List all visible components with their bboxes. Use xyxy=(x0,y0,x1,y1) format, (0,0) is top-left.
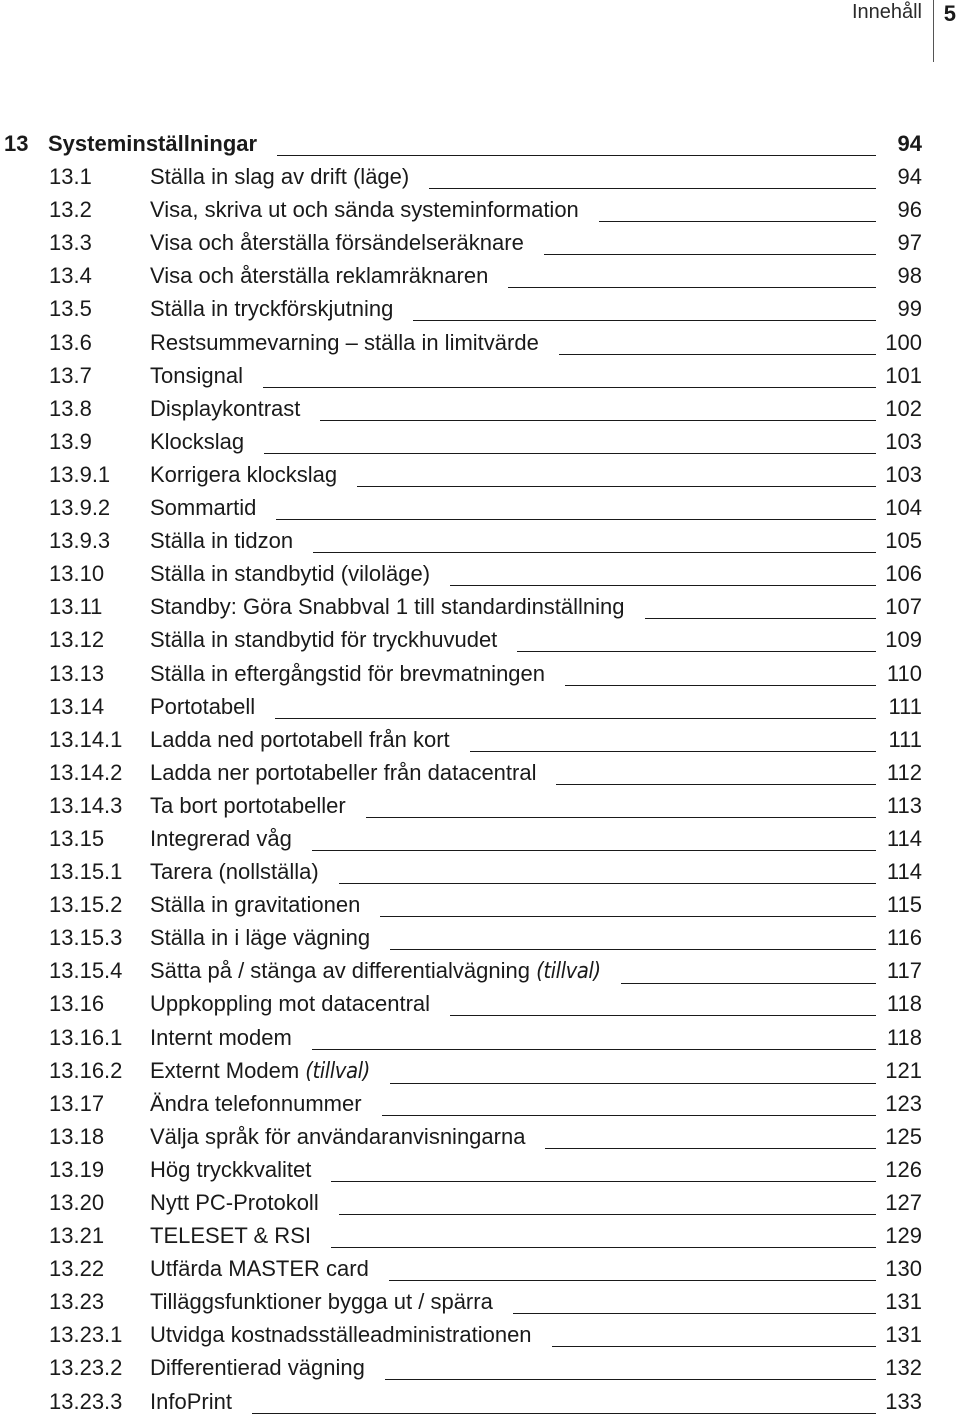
toc-entry-title-wrap xyxy=(150,292,922,325)
toc-entry[interactable] xyxy=(0,1087,960,1120)
toc-entry[interactable] xyxy=(0,657,960,690)
toc-entry-title-wrap xyxy=(150,921,922,954)
toc-entry-title xyxy=(150,1087,362,1120)
toc-entry[interactable] xyxy=(0,855,960,888)
toc-leader-line xyxy=(252,1413,876,1414)
toc-leader-line xyxy=(312,850,876,851)
toc-leader-line xyxy=(513,1313,876,1314)
toc-entry-title-wrap xyxy=(150,226,922,259)
toc-entry[interactable] xyxy=(0,1021,960,1054)
toc-entry[interactable] xyxy=(0,1153,960,1186)
toc-entry-title-wrap xyxy=(150,1153,922,1186)
toc-entry-title-text: Utfärda MASTER card xyxy=(150,1256,369,1282)
toc-entry-page: 102 xyxy=(885,395,922,421)
toc-entry[interactable] xyxy=(0,756,960,789)
toc-entry-number: 13.15.2 xyxy=(49,892,123,918)
toc-leader-line xyxy=(382,1115,876,1116)
toc-entry-title-wrap xyxy=(150,1054,922,1088)
toc-leader-line xyxy=(312,1049,876,1050)
toc-leader-line xyxy=(517,651,876,652)
toc-entry-number: 13.17 xyxy=(49,1090,105,1116)
header-page-number: 5 xyxy=(943,1,956,26)
toc-entry-title-text: Tonsignal xyxy=(150,362,243,388)
toc-entry-title-text: Visa och återställa reklamräknaren xyxy=(150,263,489,289)
toc-entry-title-wrap xyxy=(150,491,922,524)
toc-entry-page: 125 xyxy=(885,1123,922,1149)
toc-entry[interactable] xyxy=(0,359,960,392)
toc-leader-line xyxy=(621,983,876,984)
toc-entry-title xyxy=(150,921,370,954)
toc-entry[interactable] xyxy=(0,392,960,425)
toc-entry-number: 13.7 xyxy=(49,362,92,388)
toc-leader-line xyxy=(357,486,876,487)
toc-entry-title xyxy=(150,789,346,822)
toc-entry-note: (tillval) xyxy=(305,1058,370,1084)
toc-entry-title xyxy=(150,259,488,292)
toc-entry-page: 116 xyxy=(886,925,922,951)
toc-entry-number: 13.11 xyxy=(49,594,103,620)
toc-entry-title-text: Differentierad vägning xyxy=(150,1355,365,1381)
header-divider xyxy=(933,0,934,62)
toc-entry-page: 129 xyxy=(885,1223,922,1249)
toc-entry-page: 121 xyxy=(885,1057,922,1083)
toc-entry-page: 106 xyxy=(885,561,922,587)
toc-leader-line xyxy=(390,949,876,950)
toc-entry-title-wrap xyxy=(150,1120,922,1153)
toc-entry-title xyxy=(150,1120,525,1153)
toc-entry-title xyxy=(150,1186,319,1219)
toc-entry[interactable] xyxy=(0,921,960,954)
toc-leader-line xyxy=(645,618,876,619)
toc-entry-title xyxy=(150,888,360,921)
toc-leader-line xyxy=(552,1346,876,1347)
toc-entry[interactable] xyxy=(0,425,960,458)
toc-entry[interactable] xyxy=(0,1318,960,1351)
toc-entry-title-text: InfoPrint xyxy=(150,1388,232,1414)
toc-entry-title-wrap xyxy=(150,359,922,392)
toc-leader-line xyxy=(556,784,876,785)
toc-leader-line xyxy=(380,916,876,917)
toc-entry-title-text: Ställa in eftergångstid för brevmatningen xyxy=(150,660,546,686)
toc-entry-title xyxy=(150,822,292,855)
toc-entry-number: 13.14.1 xyxy=(49,726,123,752)
toc-entry-title-text: Ställa in i läge vägning xyxy=(150,925,371,951)
toc-entry-number: 13.1 xyxy=(49,164,92,190)
toc-entry-title-text: Portotabell xyxy=(150,693,256,719)
toc-entry-title-wrap xyxy=(150,160,922,193)
toc-entry-title-wrap xyxy=(150,1186,922,1219)
toc-leader-line xyxy=(366,817,876,818)
toc-entry-title-wrap xyxy=(150,524,922,557)
toc-entry-title xyxy=(150,1054,370,1088)
toc-entry-title-text: Ställa in tryckförskjutning xyxy=(150,296,394,322)
toc-entry-title-wrap xyxy=(150,623,922,656)
toc-entry-page: 99 xyxy=(897,296,922,322)
toc-entry-title-text: Restsummevarning – ställa in limitvärde xyxy=(150,329,539,355)
toc-chapter-title-wrap xyxy=(48,127,922,160)
toc-entry-title xyxy=(150,359,243,392)
toc-entry-number: 13.15 xyxy=(49,825,105,851)
toc-entry-number: 13.4 xyxy=(49,263,92,289)
toc-entry-number: 13.15.3 xyxy=(49,925,123,951)
toc-entry-page: 115 xyxy=(886,892,922,918)
toc-entry-number: 13.12 xyxy=(49,627,105,653)
toc-leader-line xyxy=(413,320,876,321)
toc-entry[interactable] xyxy=(0,987,960,1020)
toc-chapter-heading[interactable] xyxy=(0,127,960,160)
toc-entry-page: 130 xyxy=(885,1256,922,1282)
toc-entry[interactable] xyxy=(0,259,960,292)
toc-entry-page: 118 xyxy=(886,991,922,1017)
toc-entry-title-text: Ställa in standbytid (viloläge) xyxy=(150,561,431,587)
toc-entry-title-text: Visa och återställa försändelseräknare xyxy=(150,230,524,256)
toc-entry-number: 13.19 xyxy=(49,1156,105,1182)
toc-entry-number: 13.3 xyxy=(49,230,92,256)
toc-leader-line xyxy=(390,1083,876,1084)
toc-entry-title-text: Ladda ned portotabell från kort xyxy=(150,726,450,752)
toc-leader-line xyxy=(565,685,876,686)
toc-entry-page: 112 xyxy=(886,759,922,785)
toc-entry-number: 13.23.3 xyxy=(49,1388,123,1414)
toc-entry[interactable] xyxy=(0,822,960,855)
toc-entry-title xyxy=(150,1219,311,1252)
toc-entry-number: 13.16.1 xyxy=(49,1024,123,1050)
toc-entry-page: 111 xyxy=(888,726,922,752)
toc-entry-title-text: Tilläggsfunktioner bygga ut / spärra xyxy=(150,1289,493,1315)
toc-entry[interactable] xyxy=(0,557,960,590)
toc-entry-title-text: Internt modem xyxy=(150,1024,292,1050)
toc-entry-number: 13.13 xyxy=(49,660,105,686)
toc-entry-number: 13.5 xyxy=(49,296,92,322)
toc-entry-page: 110 xyxy=(886,660,922,686)
toc-entry-number: 13.6 xyxy=(49,329,92,355)
toc-entry-page: 123 xyxy=(885,1090,922,1116)
toc-leader-line xyxy=(545,1148,876,1149)
toc-entry-title-wrap xyxy=(150,1385,922,1418)
toc-entry-number: 13.16.2 xyxy=(49,1057,123,1083)
toc-entry-title xyxy=(150,1252,369,1285)
toc-entry-page: 94 xyxy=(897,164,922,190)
toc-entry[interactable] xyxy=(0,1186,960,1219)
toc-entry-title-wrap xyxy=(150,193,922,226)
toc-entry-title-wrap xyxy=(150,855,922,888)
toc-leader-line xyxy=(313,552,876,553)
toc-entry-title-text: Sätta på / stänga av differentialvägning xyxy=(150,958,530,984)
toc-entry-title xyxy=(150,160,409,193)
toc-entry-title-text: Utvidga kostnadsställeadministrationen xyxy=(150,1322,532,1348)
toc-leader-line xyxy=(450,585,876,586)
toc-leader-line xyxy=(599,221,876,222)
toc-entry-page: 105 xyxy=(885,528,922,554)
toc-entry-title-wrap xyxy=(150,987,922,1020)
toc-entry-title-text: Visa, skriva ut och sända systeminformation xyxy=(150,197,579,223)
toc-entry[interactable] xyxy=(0,193,960,226)
toc-chapter-page: 94 xyxy=(897,131,922,156)
toc-entry-title xyxy=(150,425,244,458)
toc-entry-title xyxy=(150,491,256,524)
toc-entry-title-wrap xyxy=(150,1351,922,1384)
toc-entry-title-text: Välja språk för användaranvisningarna xyxy=(150,1123,526,1149)
toc-entry-page: 118 xyxy=(886,1024,922,1050)
toc-entry-title-text: Ställa in tidzon xyxy=(150,528,294,554)
toc-entry-page: 132 xyxy=(885,1355,922,1381)
toc-entry-title xyxy=(150,557,430,590)
toc-entry-number: 13.23 xyxy=(49,1289,105,1315)
toc-entry[interactable] xyxy=(0,1385,960,1418)
toc-entry-page: 100 xyxy=(885,329,922,355)
toc-entry-page: 98 xyxy=(897,263,922,289)
toc-entry-page: 114 xyxy=(886,825,922,851)
toc-entry-title-wrap xyxy=(150,1318,922,1351)
toc-leader-line xyxy=(276,519,876,520)
toc-entry-title-text: TELESET & RSI xyxy=(150,1223,311,1249)
toc-entry-title-wrap xyxy=(150,756,922,789)
toc-entry-title xyxy=(150,756,536,789)
toc-entry[interactable] xyxy=(0,888,960,921)
toc-entry-title-wrap xyxy=(150,259,922,292)
toc-entry-number: 13.22 xyxy=(49,1256,105,1282)
toc-leader-line xyxy=(263,387,876,388)
toc-entry-title xyxy=(150,1153,311,1186)
page-header xyxy=(760,0,960,62)
toc-entry-title xyxy=(150,1318,532,1351)
toc-entry[interactable] xyxy=(0,524,960,557)
toc-entry-page: 96 xyxy=(897,197,922,223)
toc-leader-line xyxy=(331,1247,876,1248)
toc-entry-title xyxy=(150,1351,365,1384)
toc-entry-title xyxy=(150,392,300,425)
toc-entry-title-text: Ställa in gravitationen xyxy=(150,892,361,918)
toc-entry-title-wrap xyxy=(150,392,922,425)
toc-entry[interactable] xyxy=(0,1219,960,1252)
toc-entry[interactable] xyxy=(0,623,960,656)
toc-entry-title-wrap xyxy=(150,1087,922,1120)
toc-entry-title-text: Ställa in standbytid för tryckhuvudet xyxy=(150,627,498,653)
toc-entry[interactable] xyxy=(0,789,960,822)
toc-entry[interactable] xyxy=(0,1120,960,1153)
toc-entry-title-wrap xyxy=(150,954,922,988)
toc-entry[interactable] xyxy=(0,1285,960,1318)
toc-entry[interactable] xyxy=(0,1252,960,1285)
toc-entry[interactable] xyxy=(0,326,960,359)
toc-leader-line xyxy=(508,287,876,288)
toc-entry-title xyxy=(150,1385,232,1418)
toc-entry-title-wrap xyxy=(150,1285,922,1318)
toc-entry[interactable] xyxy=(0,458,960,491)
toc-entry-number: 13.14 xyxy=(49,693,105,719)
toc-entry-title xyxy=(150,1021,292,1054)
toc-leader-line xyxy=(277,155,876,156)
toc-entry-page: 127 xyxy=(885,1190,922,1215)
toc-leader-line xyxy=(470,751,876,752)
toc-entry-title-text: Displaykontrast xyxy=(150,395,301,421)
toc-entry-title-wrap xyxy=(150,326,922,359)
toc-entry-number: 13.16 xyxy=(49,991,105,1017)
toc-entry-page: 104 xyxy=(885,495,922,521)
toc-entry-page: 131 xyxy=(885,1322,922,1348)
toc-leader-line xyxy=(264,453,876,454)
toc-entry-title-wrap xyxy=(150,1219,922,1252)
toc-entry-title-text: Standby: Göra Snabbval 1 till standardinställning xyxy=(150,594,625,620)
toc-entry-title xyxy=(150,292,393,325)
toc-entry-number: 13.23.2 xyxy=(49,1355,123,1381)
toc-entry[interactable] xyxy=(0,954,960,987)
toc-entry-title xyxy=(150,723,450,756)
toc-entry-title-text: Hög tryckkvalitet xyxy=(150,1156,312,1182)
toc-entry-page: 97 xyxy=(897,230,922,256)
toc-entry-title-text: Nytt PC-Protokoll xyxy=(150,1190,319,1215)
toc-entry-title xyxy=(150,193,579,226)
toc-chapter-title: Systeminställningar xyxy=(48,131,258,156)
toc-entry-number: 13.2 xyxy=(49,197,92,223)
toc-entry-title-text: Ställa in slag av drift (läge) xyxy=(150,164,410,190)
toc-entry-title xyxy=(150,524,293,557)
toc-entry-page: 117 xyxy=(886,958,922,984)
toc-entry-page: 126 xyxy=(885,1156,922,1182)
toc-entry-title-text: Klockslag xyxy=(150,428,245,454)
toc-entry-number: 13.23.1 xyxy=(49,1322,123,1348)
toc-entry-title-wrap xyxy=(150,458,922,491)
toc-entry-title xyxy=(150,623,497,656)
toc-entry-number: 13.14.3 xyxy=(49,792,123,818)
toc-entry[interactable] xyxy=(0,491,960,524)
toc-entry-number: 13.21 xyxy=(49,1223,105,1249)
toc-entry-number: 13.18 xyxy=(49,1123,105,1149)
toc-entry-number: 13.15.4 xyxy=(49,958,123,984)
toc-entry-page: 103 xyxy=(885,428,922,454)
toc-entry-title xyxy=(150,1285,493,1318)
toc-entry-title-text: Integrerad våg xyxy=(150,825,292,851)
toc-entry-title-wrap xyxy=(150,557,922,590)
toc-leader-line xyxy=(385,1379,876,1380)
toc-entry[interactable] xyxy=(0,590,960,623)
toc-leader-line xyxy=(450,1015,876,1016)
table-of-contents xyxy=(0,127,960,1418)
toc-entry-title xyxy=(150,987,430,1020)
toc-entry-title-wrap xyxy=(150,425,922,458)
toc-entry-number: 13.14.2 xyxy=(49,759,123,785)
toc-entry[interactable] xyxy=(0,292,960,325)
toc-leader-line xyxy=(275,718,876,719)
toc-entry-number: 13.9.2 xyxy=(49,495,111,521)
toc-entry-number: 13.9.1 xyxy=(49,461,111,487)
toc-entry-title-wrap xyxy=(150,1252,922,1285)
toc-entry-page: 131 xyxy=(885,1289,922,1315)
toc-leader-line xyxy=(339,1214,876,1215)
toc-entry[interactable] xyxy=(0,160,960,193)
header-section-title: Innehåll xyxy=(851,1,922,23)
toc-leader-line xyxy=(389,1280,876,1281)
toc-entry-title-wrap xyxy=(150,789,922,822)
toc-leader-line xyxy=(559,354,876,355)
toc-entry-title-wrap xyxy=(150,590,922,623)
toc-entry-number: 13.10 xyxy=(49,561,105,587)
toc-leader-line xyxy=(320,420,876,421)
toc-entry-title xyxy=(150,855,319,888)
toc-entry-title-text: Tarera (nollställa) xyxy=(150,859,319,885)
toc-leader-line xyxy=(429,188,876,189)
toc-entry-title-wrap xyxy=(150,1021,922,1054)
toc-entry-title-text: Korrigera klockslag xyxy=(150,461,338,487)
toc-entry[interactable] xyxy=(0,226,960,259)
toc-entry-title xyxy=(150,657,545,690)
toc-entry-page: 103 xyxy=(885,461,922,487)
toc-entry-title-text: Ändra telefonnummer xyxy=(150,1090,362,1116)
toc-entry-number: 13.9.3 xyxy=(49,528,111,554)
toc-entry-title-text: Externt Modem xyxy=(150,1057,300,1083)
toc-entry-title xyxy=(150,590,625,623)
toc-entry-title-wrap xyxy=(150,822,922,855)
toc-entry[interactable] xyxy=(0,723,960,756)
toc-entry-title xyxy=(150,458,337,491)
toc-entry-title xyxy=(150,326,539,359)
toc-entry-number: 13.9 xyxy=(49,428,92,454)
toc-entry-title-wrap xyxy=(150,888,922,921)
toc-entry[interactable] xyxy=(0,1351,960,1384)
toc-entry-page: 107 xyxy=(885,594,922,620)
toc-entry[interactable] xyxy=(0,690,960,723)
toc-entry-page: 109 xyxy=(885,627,922,653)
toc-entry-title-text: Ta bort portotabeller xyxy=(150,792,346,818)
toc-entry-title-text: Ladda ner portotabeller från datacentral xyxy=(150,759,537,785)
toc-entry-title xyxy=(150,690,255,723)
toc-entry-page: 114 xyxy=(886,859,922,885)
toc-entry-note: (tillval) xyxy=(536,959,601,985)
toc-entry-number: 13.15.1 xyxy=(49,859,123,885)
toc-entry-page: 133 xyxy=(885,1388,922,1414)
toc-entry-title-wrap xyxy=(150,723,922,756)
toc-entry-title-wrap xyxy=(150,657,922,690)
toc-entry-number: 13.20 xyxy=(49,1190,105,1215)
toc-entry-page: 113 xyxy=(886,792,922,818)
toc-entry-number: 13.8 xyxy=(49,395,92,421)
toc-leader-line xyxy=(544,254,876,255)
toc-leader-line xyxy=(339,883,876,884)
toc-entry-title-wrap xyxy=(150,690,922,723)
toc-entry-title-text: Sommartid xyxy=(150,495,257,521)
toc-chapter-number: 13 xyxy=(4,131,29,156)
toc-entry-title xyxy=(150,954,601,988)
toc-entry-page: 101 xyxy=(885,362,922,388)
toc-entry-page: 111 xyxy=(888,693,922,719)
toc-entry-title-text: Uppkoppling mot datacentral xyxy=(150,991,431,1017)
toc-entry-title xyxy=(150,226,524,259)
toc-entry[interactable] xyxy=(0,1054,960,1087)
toc-leader-line xyxy=(331,1181,876,1182)
